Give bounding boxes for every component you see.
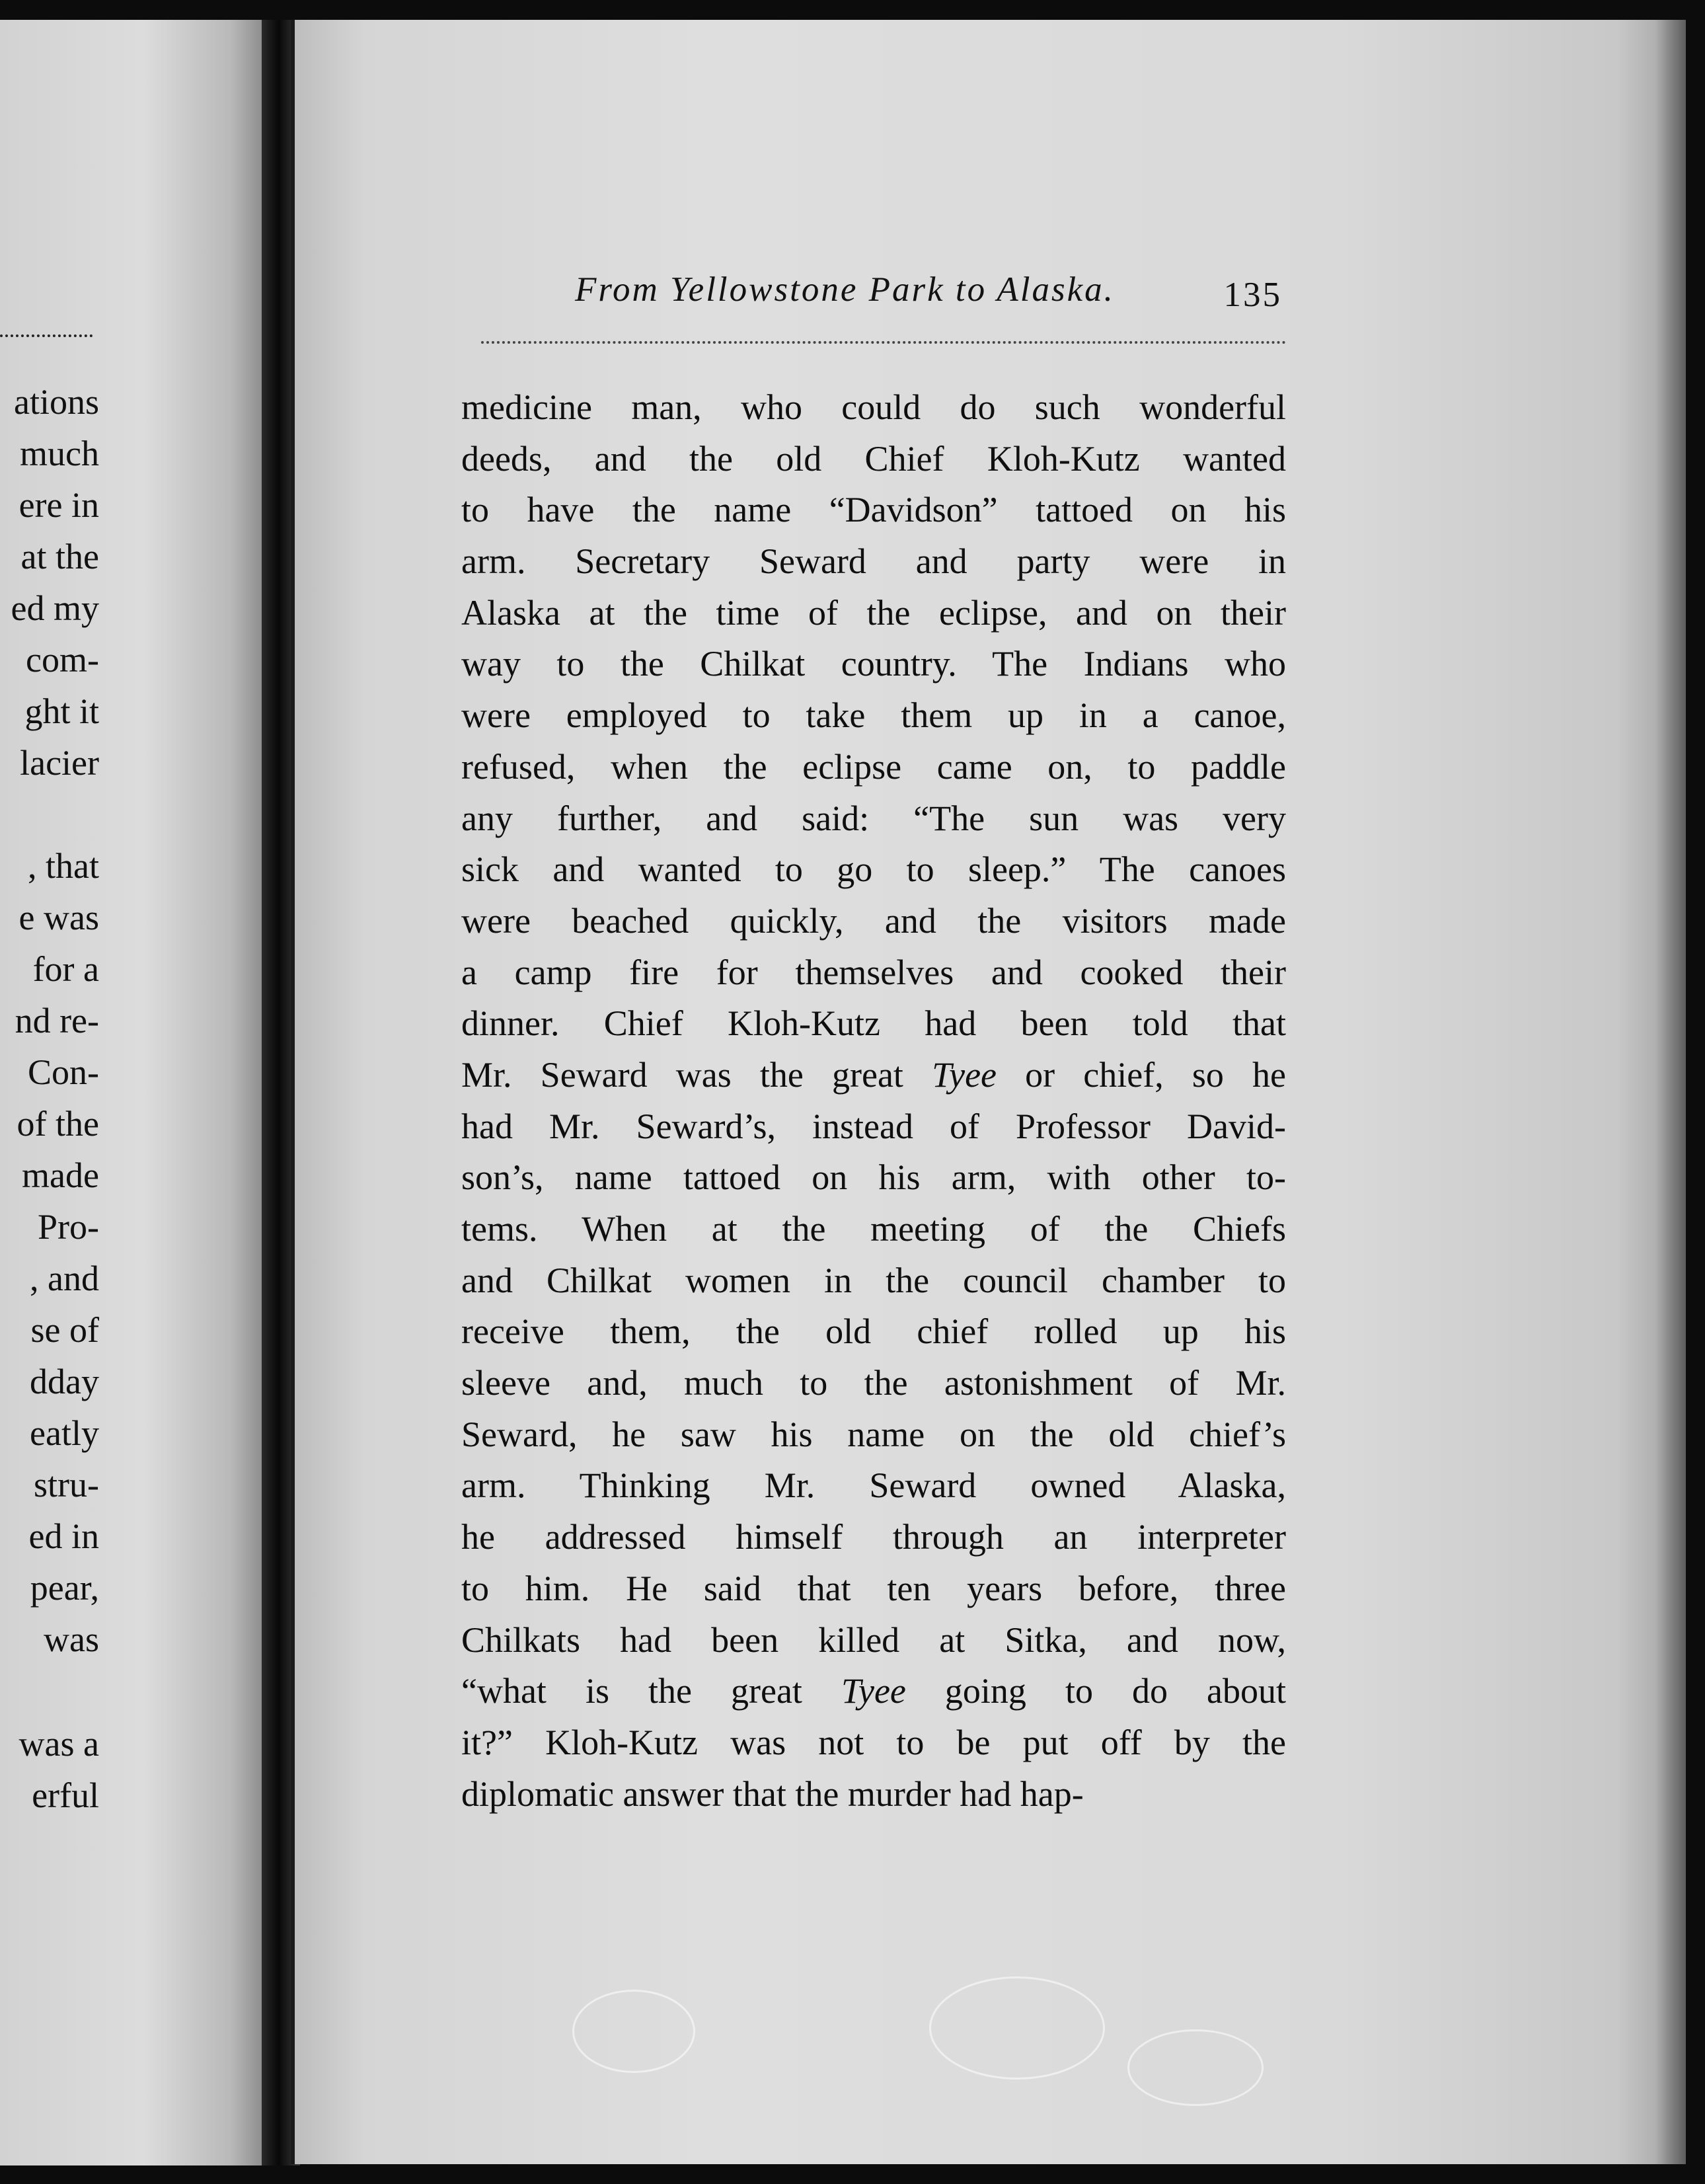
left-page-line: nd re- [15,1001,99,1040]
left-page-line: Pro- [38,1207,99,1247]
text-line: Alaska at the time of the eclipse, and on their [461,592,1286,633]
page-edge-shadow [1655,20,1686,2164]
text-line: Seward, he saw his name on the old chief’s [461,1414,1286,1454]
text-line: it?” Kloh-Kutz was not to be put off by the [461,1722,1286,1762]
text-line: and Chilkat women in the council chamber to [461,1260,1286,1300]
text-line: arm. Thinking Mr. Seward owned Alaska, [461,1465,1286,1506]
text-line: medicine man, who could do such wonderful [461,387,1286,427]
text-line: were beached quickly, and the visitors made [461,900,1286,941]
left-page-line: made [22,1155,99,1195]
running-head-title: From Yellowstone Park to Alaska. [575,270,1115,309]
left-page-line: was [44,1619,99,1659]
paper-scuff [929,1976,1105,2080]
text-line: dinner. Chief Kloh-Kutz had been told that [461,1003,1286,1044]
text-line: tems. When at the meeting of the Chiefs [461,1209,1286,1249]
italic-word-tyee: Tyee [932,1054,997,1095]
running-head [476,264,1282,317]
left-page-line: ght it [24,691,99,731]
left-page-line: com- [26,640,99,680]
left-page-line: much [20,434,99,473]
text-line: had Mr. Seward’s, instead of Professor David- [461,1106,1286,1146]
page-body-text [461,382,1286,1820]
text-line-with-italic [461,1050,1286,1101]
left-page-line: at the [20,537,99,576]
text-segment: Mr. Seward was the great [461,1054,932,1095]
text-line: deeds, and the old Chief Kloh-Kutz wanted [461,438,1286,479]
left-page-line: was a [19,1724,99,1764]
text-line: refused, when the eclipse came on, to paddle [461,746,1286,787]
running-head-rule [481,341,1286,344]
text-line: to him. He said that ten years before, three [461,1568,1286,1608]
text-segment: or chief, so he [997,1054,1286,1095]
text-line: receive them, the old chief rolled up his [461,1311,1286,1352]
left-page-line: , that [28,846,99,886]
left-page-line: e was [19,898,99,937]
text-line: Chilkats had been killed at Sitka, and now, [461,1619,1286,1660]
left-page-line: lacier [20,743,99,783]
text-line: were employed to take them up in a canoe, [461,695,1286,736]
left-page-line: for a [32,949,99,989]
text-line: way to the Chilkat country. The Indians who [461,644,1286,684]
left-page-line: , and [30,1259,99,1298]
italic-word-tyee: Tyee [841,1671,906,1711]
text-line: diplomatic answer that the murder had hap- [461,1774,1084,1814]
text-line: he addressed himself through an interpreter [461,1517,1286,1557]
left-page-line: pear, [30,1568,99,1608]
left-page-line: stru- [34,1465,99,1504]
left-page-head-rule [0,334,93,337]
left-page-line: ed my [11,588,99,628]
text-line-with-italic [461,1666,1286,1717]
left-page-line: dday [30,1362,99,1401]
text-line: sick and wanted to go to sleep.” The canoes [461,849,1286,890]
facing-page-left [0,20,262,2165]
left-page-line: se of [30,1310,99,1350]
paper-scuff [572,1990,695,2073]
left-page-line: ations [14,382,99,422]
text-line: sleeve and, much to the astonishment of Mr. [461,1363,1286,1403]
text-line: arm. Secretary Seward and party were in [461,541,1286,582]
text-line: a camp fire for themselves and cooked their [461,952,1286,992]
text-segment: “what is the great [461,1671,841,1711]
left-page-line: ere in [19,485,99,525]
text-line: son’s, name tattoed on his arm, with other to- [461,1157,1286,1198]
left-page-line: ed in [28,1516,99,1556]
text-segment: going to do about [905,1671,1286,1711]
text-line: any further, and said: “The sun was very [461,798,1286,838]
page-number: 135 [1223,276,1282,314]
left-page-line: of the [17,1104,99,1144]
text-line: to have the name “Davidson” tattoed on his [461,490,1286,530]
left-page-line: erful [32,1775,99,1815]
left-page-line: Con- [28,1052,99,1092]
left-page-line: eatly [30,1413,99,1453]
paper-scuff [1127,2029,1264,2106]
